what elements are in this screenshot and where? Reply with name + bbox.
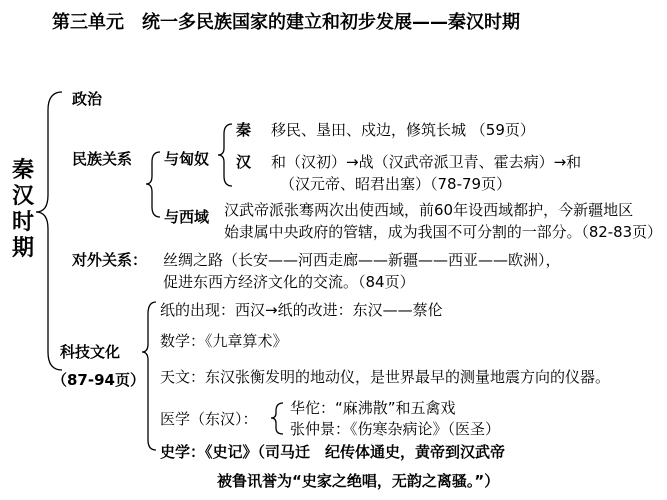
history-text: 史学：《史记》（司马迁 纪传体通史，黄帝到汉武帝 xyxy=(160,443,506,461)
medicine-zhangzhongjing: 张仲景：《伤寒杂病论》（医圣） xyxy=(290,420,501,438)
politics-label: 政治 xyxy=(72,90,103,108)
xiyu-line2: 始隶属中央政府的管辖，成为我国不可分割的一部分。（82-83页） xyxy=(224,223,662,241)
qin-char: 秦 xyxy=(236,121,252,139)
qin-policy-text: 移民、垦田、戍边，修筑长城 （59页） xyxy=(271,121,535,139)
han-policy-line2: （汉元帝、昭君出塞）（78-79页） xyxy=(280,175,512,193)
han-char: 汉 xyxy=(236,153,252,171)
history-text-continued: 被鲁讯誉为“史家之绝唱，无韵之离骚。”） xyxy=(217,472,500,490)
science-pages: （87-94页） xyxy=(52,371,145,389)
ethnic-relations-label: 民族关系 xyxy=(72,150,133,168)
period-title xyxy=(10,158,36,262)
main-brace xyxy=(36,92,62,370)
math-text: 数学：《九章算术》 xyxy=(160,332,288,350)
period-char: 期 xyxy=(11,236,34,261)
period-char: 时 xyxy=(11,210,34,235)
astronomy-text: 天文：东汉张衡发明的地动仪，是世界最早的测量地震方向的仪器。 xyxy=(160,368,611,386)
science-label: 科技文化 xyxy=(60,343,121,361)
foreign-line1: 丝绸之路（长安——河西走廊——新疆——西亚——欧洲）， xyxy=(163,251,561,269)
foreign-relations-label: 对外关系： xyxy=(72,251,148,269)
medicine-label: 医学（东汉）： xyxy=(160,410,258,428)
xiongnu-label: 与匈奴 xyxy=(164,150,210,168)
xiongnu-brace xyxy=(218,124,232,186)
medicine-brace xyxy=(271,403,283,434)
period-char: 汉 xyxy=(11,184,34,209)
xiyu-label: 与西域 xyxy=(164,208,210,226)
xiyu-line1: 汉武帝派张骞两次出使西域，前60年设西域都护，今新疆地区 xyxy=(224,201,634,219)
ethnic-brace xyxy=(146,152,160,217)
medicine-huatuo: 华佗：“麻沸散”和五禽戏 xyxy=(290,399,456,417)
period-char: 秦 xyxy=(11,158,34,183)
han-policy-line1: 和（汉初）→战（汉武帝派卫青、霍去病）→和 xyxy=(271,153,582,171)
foreign-line2: 促进东西方经济文化的交流。（84页） xyxy=(163,273,415,291)
paper-text: 纸的出现：西汉→纸的改进：东汉——蔡伦 xyxy=(160,301,443,319)
page-title: 第三单元 统一多民族国家的建立和初步发展——秦汉时期 xyxy=(52,12,520,33)
